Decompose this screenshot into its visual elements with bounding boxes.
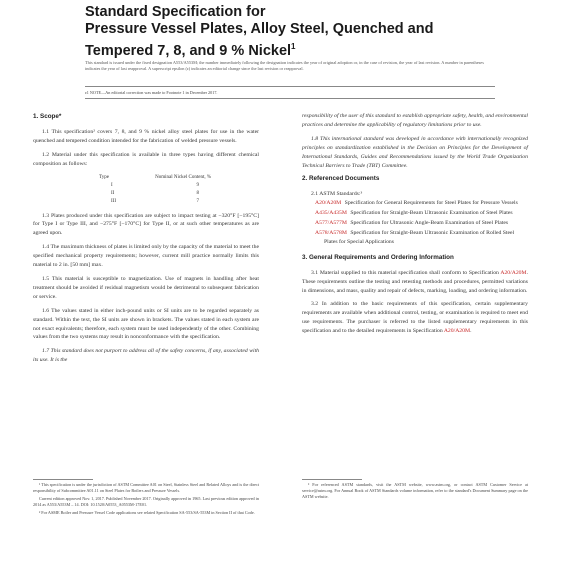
para-1-7: 1.7 This standard does not purport to address all of the safety concerns, if any, associated with its use. It is the [33,348,259,364]
title-line-2: Pressure Vessel Plates, Alloy Steel, Quenched and [85,21,434,37]
nickel-type-table [33,174,259,206]
para-1-6: 1.6 The values stated in either inch-pound units or SI units are to be regarded separately as standard. Within the text, the SI units are shown in brackets. The values stated in each system are not exact equivalents; therefore, each system must be used independently of the other. Combining values from the two systems may result in nonconformance with the specification. [33,307,259,341]
para-1-8: 1.8 This international standard was developed in accordance with internationally recognized principles on standardization established in the Decision on Principles for the Development of International Standards, Guides and Recommendations issued by the World Trade Organization Technical Barriers to Trade (TBT) Committee. [302,135,528,169]
para-3-1 [302,269,528,296]
reference-link[interactable]: A577/A577M [315,220,347,227]
editorial-rule-top [85,86,495,87]
section-3-heading: 3. General Requirements and Ordering Information [302,253,454,261]
footnote-3: ³ For referenced ASTM standards, visit the ASTM website, www.astm.org, or contact ASTM Customer Service at service@astm.org. For Annual Book of ASTM Standards volume information, refer to the standard's Document Summary page on the ASTM website. [302,482,528,499]
para-3-2 [302,300,528,336]
table-header-nickel: Nominal Nickel Content, % [155,174,211,180]
table-row [33,198,259,206]
table-cell: 7 [196,198,199,204]
reference-title: Specification for Straight-Beam Ultrasonic Examination of Steel Plates [350,210,513,217]
footnote-1: ¹ This specification is under the jurisdiction of ASTM Committee A01 on Steel, Stainless Steel and Related Alloys and is the direct responsibility of Subcommittee A01.11 on Steel Plates for Boilers and Pressure Vessels. [33,482,259,493]
reference-title: Specification for Straight-Beam Ultrasonic Examination of Rolled Steel Plates for Special Applications [324,229,515,245]
reference-item [302,209,528,218]
table-cell: 9 [196,182,199,188]
table-header [33,174,259,182]
footnote-1-edition: Current edition approved Nov. 1, 2017. Published November 2017. Originally approved in 1965. Last previous edition approved in 2014 as A553/A553M – 14. DOI: 10.1520/A0553_A0553M-17E01. [33,496,259,507]
reference-title: Specification for Ultrasonic Angle-Beam Examination of Steel Plates [350,220,509,227]
para-1-1: 1.1 This specification² covers 7, 8, and 9 % nickel alloy steel plates for use in the water quenched and tempered condition intended for the fabrication of welded pressure vessels. [33,128,259,144]
title-line-3 [85,38,505,60]
left-footnotes [33,482,259,518]
table-row [33,182,259,190]
footnote-rule-left [33,479,93,480]
reference-item [302,199,528,208]
section-1-heading: 1. Scope* [33,113,62,120]
right-column [302,112,528,341]
table-cell: 8 [196,190,199,196]
para-3-1-text-a: 3.1 Material supplied to this material specification shall conform to Specification [311,269,501,276]
para-3-2-text-b: . [470,328,472,335]
para-1-3: 1.3 Plates produced under this specification are subject to impact testing at −320°F [−195°C] for Type I or Type III, and −275°F [−170°C] for Type II, or at such other temperatures as are agreed upon. [33,212,259,237]
para-1-4: 1.4 The maximum thickness of plates is limited only by the capacity of the material to meet the specified mechanical property requirements; however, current mill practice normally limits this material to 2 in. [50 mm] max. [33,244,259,269]
title-line-3-text: Tempered 7, 8, and 9 % Nickel [85,42,292,59]
left-column [33,110,259,370]
para-1-2: 1.2 Material under this specification is available in three types having different chemical composition as follows: [33,151,259,167]
referenced-documents-list [302,190,528,246]
footnote-2: ² For ASME Boiler and Pressure Vessel Code applications see related Specification SA-553/SA-553M in Section II of that Code. [39,510,255,515]
table-cell: III [111,198,116,204]
para-3-2-text-a: 3.2 In addition to the basic requirements of this specification, certain supplementary requirements are available when additional control, testing, or examination is required to meet end use requirements. The purchaser is referred to the listed supplementary requirements in this specification and to the detailed requirements in Specification [302,301,528,335]
astm-standards-heading: 2.1 ASTM Standards:³ [311,191,363,198]
editorial-note: ε1 NOTE—An editorial correction was made to Footnote 1 in December 2017. [85,90,218,95]
table-header-type: Type [99,174,109,180]
reference-link[interactable]: A20/A20M [315,200,342,207]
reference-link[interactable]: A20/A20M [500,269,527,276]
designation-preface: This standard is issued under the fixed designation A553/A553M; the number immediately following the designation indicates the year of original adoption or, in the case of revision, the year of last revision. A number in parentheses indicates the year of last reapproval. A superscript epsilon (ε) indicates an editorial change since the last revision or reapproval. [85,60,484,71]
para-3-1-text-b: . These requirements outline the testing and retesting methods and procedures, permitted variations in dimensions, and mass, quality and repair of defects, marking, loading, and ordering information. [302,269,528,294]
reference-title: Specification for General Requirements for Steel Plates for Pressure Vessels [344,200,518,207]
title-footnote-mark: 1 [291,42,296,51]
right-footnotes [302,482,528,502]
footnote-rule-right [302,479,362,480]
para-1-5: 1.5 This material is susceptible to magnetization. Use of magnets in handling after heat treatment should be avoided if residual magnetism would be detrimental to subsequent fabrication or service. [33,275,259,300]
reference-link[interactable]: A578/A578M [315,229,347,236]
reference-link[interactable]: A20/A20M [443,328,471,335]
table-row [33,190,259,198]
reference-link[interactable]: A435/A435M [315,210,347,217]
editorial-rule-bottom [85,98,495,99]
section-2-heading: 2. Referenced Documents [302,175,380,183]
reference-item [302,219,528,228]
table-cell: I [111,182,113,188]
reference-item [302,229,528,247]
document-title [85,4,505,60]
title-line-1: Standard Specification for [85,4,266,20]
para-1-7-continued: responsibility of the user of this standard to establish appropriate safety, health, and environmental practices and determine the applicability of regulatory limitations prior to use. [302,113,528,128]
table-cell: II [111,190,115,196]
